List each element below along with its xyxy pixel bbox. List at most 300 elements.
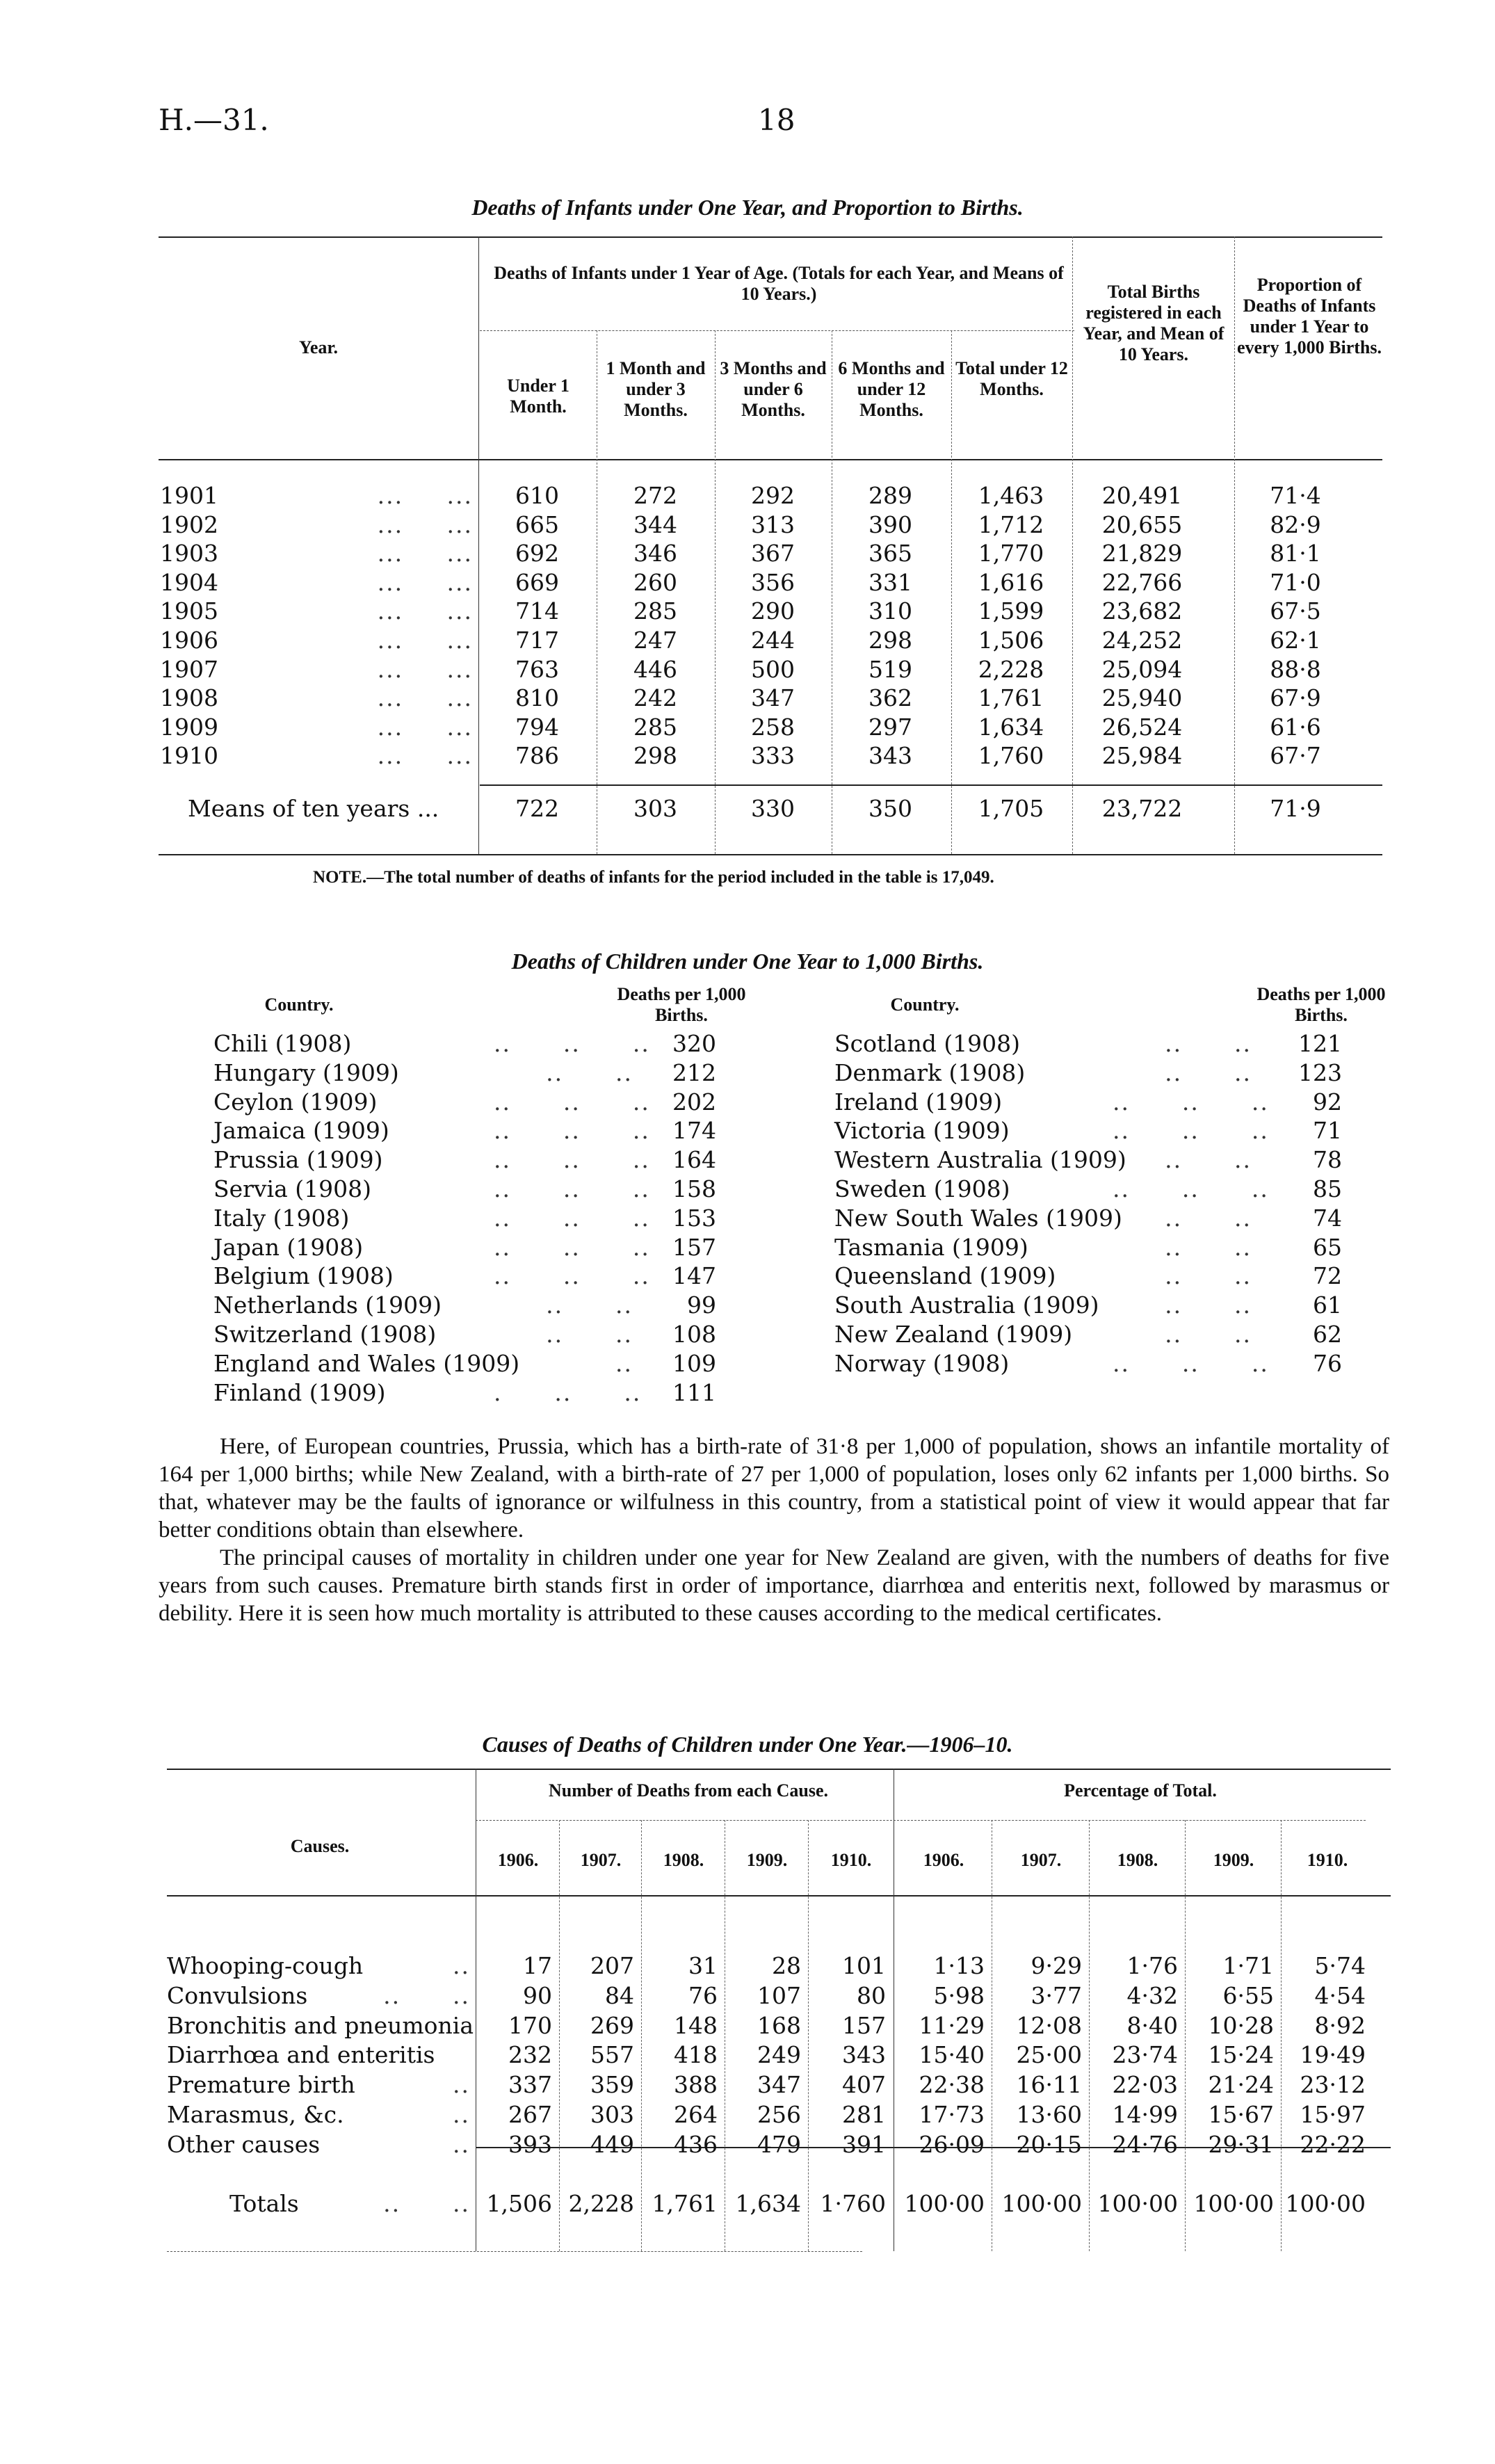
- value-cell: 258: [751, 713, 795, 741]
- deaths-count: 267: [508, 2101, 552, 2128]
- leader-dots: ... ...: [377, 510, 473, 538]
- value-cell: 285: [633, 713, 677, 741]
- value-cell: 272: [633, 482, 677, 509]
- percentage: 22·22: [1300, 2130, 1366, 2158]
- country-name: New Zealand (1909): [834, 1321, 1073, 1348]
- percentage: 23·12: [1300, 2071, 1366, 2099]
- country-name: England and Wales (1909): [213, 1349, 520, 1377]
- mean-value-cell: 23,722: [1101, 795, 1183, 822]
- deaths-count: 347: [757, 2071, 801, 2099]
- value-cell: 1,712: [978, 510, 1044, 538]
- value-cell: 343: [868, 742, 912, 770]
- cause-label: Totals: [229, 2190, 299, 2217]
- value-cell: 61·6: [1270, 713, 1321, 741]
- col-header-year: Year.: [298, 337, 339, 357]
- cause-label: Other causes: [167, 2130, 321, 2158]
- leader-dots: ... ...: [377, 540, 473, 567]
- leader-dots: .. .. ..: [1113, 1088, 1269, 1116]
- country-name: Tasmania (1909): [834, 1233, 1028, 1261]
- country-name: Finland (1909): [213, 1378, 386, 1406]
- country-name: Ceylon (1909): [213, 1088, 378, 1116]
- percentage: 15·97: [1300, 2101, 1366, 2128]
- infant-table-title: Deaths of Infants under One Year, and Proportion to Births.: [471, 195, 1024, 220]
- col-header-deaths-right: Deaths per 1,000 Births.: [1256, 984, 1386, 1025]
- year-cell: 1910: [160, 742, 218, 770]
- deaths-count: 436: [674, 2130, 718, 2158]
- year-cell: 1904: [160, 568, 218, 596]
- value-cell: 347: [751, 684, 795, 712]
- deaths-count: 170: [508, 2011, 552, 2039]
- country-name: Denmark (1908): [834, 1058, 1026, 1086]
- leader-dots: ... ...: [377, 713, 473, 741]
- value-cell: 1,760: [978, 742, 1044, 770]
- year-cell: 1903: [160, 540, 218, 567]
- col-header-year-percent: 1906.: [923, 1850, 964, 1870]
- percentage: 19·49: [1300, 2041, 1366, 2069]
- table-rule: [480, 784, 1382, 786]
- col-header-births: Total Births registered in each Year, and Mean of 10 Years.: [1083, 282, 1225, 364]
- leader-dots: ... ...: [377, 655, 473, 683]
- percentage: 10·28: [1208, 2011, 1274, 2039]
- value-cell: 714: [515, 597, 559, 625]
- value-cell: 1,761: [978, 684, 1044, 712]
- deaths-value: 72: [1313, 1262, 1342, 1290]
- deaths-count: 418: [674, 2041, 718, 2069]
- value-cell: 71·0: [1270, 568, 1321, 596]
- deaths-count: 256: [757, 2101, 801, 2128]
- value-cell: 244: [751, 627, 795, 654]
- leader-dots: .. ..: [546, 1321, 633, 1348]
- percentage: 25·00: [1016, 2041, 1082, 2069]
- deaths-count: 391: [842, 2130, 886, 2158]
- country-name: Japan (1908): [213, 1233, 364, 1261]
- table-rule: [159, 854, 1382, 855]
- leader-dots: .. ..: [546, 1291, 633, 1319]
- value-cell: 20,655: [1101, 510, 1183, 538]
- value-cell: 1,506: [978, 627, 1044, 654]
- value-cell: 310: [868, 597, 912, 625]
- column-divider: [478, 236, 479, 854]
- percentage: 3·77: [1031, 1981, 1082, 2009]
- leader-dots: ..: [453, 2101, 470, 2128]
- leader-dots: .. ..: [1165, 1146, 1252, 1174]
- paragraph: The principal causes of mortality in children under one year for New Zealand are given, with the numbers of deaths for five years from such causes. Premature birth stands first in order of importance, diarrhœa and enteritis next, followed by marasmus or debility. Here it is seen how much mortality is attributed to these causes according to the medical certificates.: [159, 1545, 1389, 1626]
- country-name: Italy (1908): [213, 1204, 350, 1232]
- leader-dots: .. .. ..: [494, 1175, 650, 1202]
- leader-dots: .. ..: [1165, 1262, 1252, 1290]
- country-name: Queensland (1909): [834, 1262, 1056, 1290]
- mean-value-cell: 71·9: [1270, 795, 1321, 822]
- deaths-count: 337: [508, 2071, 552, 2099]
- percentage: 15·24: [1208, 2041, 1274, 2069]
- mean-value-cell: 722: [515, 795, 559, 822]
- value-cell: 242: [633, 684, 677, 712]
- deaths-value: 158: [672, 1175, 716, 1202]
- deaths-count: 107: [757, 1981, 801, 2009]
- deaths-count: 303: [590, 2101, 634, 2128]
- column-divider: [1281, 1820, 1282, 2251]
- deaths-value: 78: [1313, 1146, 1342, 1174]
- leader-dots: .. .. ..: [494, 1117, 650, 1145]
- country-name: Prussia (1909): [213, 1146, 383, 1174]
- deaths-count: 101: [842, 1952, 886, 1979]
- col-header-year: 1907.: [580, 1850, 622, 1870]
- percentage: 11·29: [919, 2011, 985, 2039]
- deaths-value: 147: [672, 1262, 716, 1290]
- deaths-value: 123: [1298, 1058, 1342, 1086]
- deaths-value: 320: [672, 1030, 716, 1057]
- percentage: 22·03: [1112, 2071, 1178, 2099]
- year-cell: 1909: [160, 713, 218, 741]
- deaths-value: 157: [672, 1233, 716, 1261]
- deaths-count: 407: [842, 2071, 886, 2099]
- value-cell: 82·9: [1270, 510, 1321, 538]
- col-header-deaths-left: Deaths per 1,000 Births.: [617, 984, 746, 1025]
- value-cell: 665: [515, 510, 559, 538]
- column-divider: [808, 1820, 809, 2251]
- column-divider: [559, 1820, 560, 2251]
- deaths-value: 202: [672, 1088, 716, 1116]
- leader-dots: ..: [615, 1349, 633, 1377]
- deaths-count: 1,506: [486, 2190, 552, 2217]
- value-cell: 297: [868, 713, 912, 741]
- percentage: 100·00: [1285, 2190, 1366, 2217]
- percentage: 4·54: [1314, 1981, 1366, 2009]
- percentage: 22·38: [919, 2071, 985, 2099]
- body-text: [159, 1433, 1389, 1627]
- country-name: Switzerland (1908): [213, 1321, 437, 1348]
- col-header-year-percent: 1908.: [1117, 1850, 1158, 1870]
- deaths-value: 99: [687, 1291, 716, 1319]
- country-name: Western Australia (1909): [834, 1146, 1126, 1174]
- page-number: 18: [758, 103, 795, 137]
- table-rule: [476, 1820, 1366, 1821]
- percentage: 15·40: [919, 2041, 985, 2069]
- leader-dots: .. .. ..: [494, 1146, 650, 1174]
- leader-dots: .. ..: [1165, 1204, 1252, 1232]
- percentage: 8·92: [1314, 2011, 1366, 2039]
- deaths-value: 111: [672, 1378, 716, 1406]
- value-cell: 331: [868, 568, 912, 596]
- deaths-count: 17: [523, 1952, 552, 1979]
- percentage: 21·24: [1208, 2071, 1274, 2099]
- deaths-value: 62: [1313, 1321, 1342, 1348]
- value-cell: 88·8: [1270, 655, 1321, 683]
- year-cell: 1905: [160, 597, 218, 625]
- value-cell: 62·1: [1270, 627, 1321, 654]
- value-cell: 1,599: [978, 597, 1044, 625]
- column-divider: [1185, 1820, 1186, 2251]
- column-divider: [951, 330, 952, 854]
- value-cell: 692: [515, 540, 559, 567]
- cause-label: Diarrhœa and enteritis: [167, 2041, 435, 2069]
- column-divider: [1234, 236, 1235, 854]
- leader-dots: .. ..: [383, 1981, 470, 2009]
- table-rule: [159, 459, 1382, 460]
- value-cell: 717: [515, 627, 559, 654]
- col-header-year-percent: 1909.: [1213, 1850, 1254, 1870]
- percentage: 5·98: [933, 1981, 985, 2009]
- col-header-year-percent: 1907.: [1020, 1850, 1062, 1870]
- deaths-value: 71: [1313, 1117, 1342, 1145]
- table-rule: [167, 2251, 862, 2252]
- leader-dots: .. .. ..: [1113, 1117, 1269, 1145]
- leader-dots: ... ...: [377, 597, 473, 625]
- country-name: Hungary (1909): [213, 1058, 399, 1086]
- value-cell: 794: [515, 713, 559, 741]
- means-label: Means of ten years ...: [188, 795, 439, 822]
- leader-dots: ..: [453, 2130, 470, 2158]
- col-group-number: Number of Deaths from each Cause.: [549, 1780, 828, 1801]
- value-cell: 292: [751, 482, 795, 509]
- value-cell: 298: [868, 627, 912, 654]
- value-cell: 333: [751, 742, 795, 770]
- value-cell: 2,228: [978, 655, 1044, 683]
- percentage: 24·76: [1112, 2130, 1178, 2158]
- value-cell: 669: [515, 568, 559, 596]
- country-name: Sweden (1908): [834, 1175, 1010, 1202]
- col-header-year: 1909.: [746, 1850, 788, 1870]
- percentage: 15·67: [1208, 2101, 1274, 2128]
- country-name: Norway (1908): [834, 1349, 1010, 1377]
- mean-value-cell: 303: [633, 795, 677, 822]
- deaths-count: 269: [590, 2011, 634, 2039]
- year-cell: 1908: [160, 684, 218, 712]
- leader-dots: .. .. ..: [494, 1204, 650, 1232]
- deaths-count: 1,761: [652, 2190, 718, 2217]
- country-name: Scotland (1908): [834, 1030, 1021, 1057]
- deaths-value: 85: [1313, 1175, 1342, 1202]
- column-divider: [715, 330, 716, 854]
- percentage: 100·00: [904, 2190, 985, 2217]
- leader-dots: ..: [453, 1952, 470, 1979]
- country-name: Victoria (1909): [834, 1117, 1010, 1145]
- deaths-count: 80: [857, 1981, 886, 2009]
- leader-dots: ... ...: [377, 482, 473, 509]
- deaths-count: 359: [590, 2071, 634, 2099]
- col-header-year-percent: 1910.: [1307, 1850, 1348, 1870]
- deaths-count: 557: [590, 2041, 634, 2069]
- deaths-count: 449: [590, 2130, 634, 2158]
- country-name: Netherlands (1909): [213, 1291, 442, 1319]
- leader-dots: .. ..: [1165, 1321, 1252, 1348]
- value-cell: 22,766: [1101, 568, 1183, 596]
- deaths-count: 1·760: [820, 2190, 886, 2217]
- deaths-count: 84: [605, 1981, 634, 2009]
- mean-value-cell: 350: [868, 795, 912, 822]
- cause-label: Marasmus, &c.: [167, 2101, 344, 2128]
- document-reference: H.—31.: [159, 103, 269, 137]
- percentage: 17·73: [919, 2101, 985, 2128]
- country-name: Servia (1908): [213, 1175, 372, 1202]
- leader-dots: ... ...: [377, 627, 473, 654]
- value-cell: 1,634: [978, 713, 1044, 741]
- deaths-value: 65: [1313, 1233, 1342, 1261]
- percentage: 1·76: [1126, 1952, 1178, 1979]
- value-cell: 25,094: [1101, 655, 1183, 683]
- col-header-proportion: Proportion of Deaths of Infants under 1 Year to every 1,000 Births.: [1237, 275, 1382, 357]
- paragraph: Here, of European countries, Prussia, which has a birth-rate of 31·8 per 1,000 of population, shows an infantile mortality of 164 per 1,000 births; while New Zealand, with a birth-rate of 27 per 1,000 of population, loses only 62 infants per 1,000 births. So that, whatever may be the faults of ignorance or wilfulness in this country, from a statistical point of view it would appear that far better conditions obtain than elsewhere.: [159, 1434, 1389, 1543]
- leader-dots: .. .. ..: [494, 1262, 650, 1290]
- country-name: South Australia (1909): [834, 1291, 1099, 1319]
- table-rule: [167, 1895, 1391, 1897]
- percentage: 9·29: [1031, 1952, 1082, 1979]
- percentage: 100·00: [1097, 2190, 1178, 2217]
- country-name: New South Wales (1909): [834, 1204, 1122, 1232]
- value-cell: 356: [751, 568, 795, 596]
- deaths-count: 1,634: [735, 2190, 801, 2217]
- deaths-count: 232: [508, 2041, 552, 2069]
- value-cell: 26,524: [1101, 713, 1183, 741]
- country-name: Ireland (1909): [834, 1088, 1003, 1116]
- value-cell: 298: [633, 742, 677, 770]
- country-name: Belgium (1908): [213, 1262, 394, 1290]
- value-cell: 519: [868, 655, 912, 683]
- percentage: 1·13: [933, 1952, 985, 1979]
- leader-dots: ... ...: [377, 684, 473, 712]
- value-cell: 810: [515, 684, 559, 712]
- col-header-total: Total under 12 Months.: [955, 358, 1068, 399]
- percentage: 26·09: [919, 2130, 985, 2158]
- col-group-deaths: Deaths of Infants under 1 Year of Age. (Totals for each Year, and Means of 10 Years.): [494, 263, 1064, 304]
- value-cell: 289: [868, 482, 912, 509]
- percentage: 16·11: [1016, 2071, 1082, 2099]
- value-cell: 247: [633, 627, 677, 654]
- value-cell: 67·9: [1270, 684, 1321, 712]
- deaths-count: 249: [757, 2041, 801, 2069]
- value-cell: 20,491: [1101, 482, 1183, 509]
- value-cell: 1,463: [978, 482, 1044, 509]
- value-cell: 365: [868, 540, 912, 567]
- mean-value-cell: 330: [751, 795, 795, 822]
- leader-dots: .. ..: [1165, 1233, 1252, 1261]
- mean-value-cell: 1,705: [978, 795, 1044, 822]
- value-cell: 344: [633, 510, 677, 538]
- value-cell: 446: [633, 655, 677, 683]
- leader-dots: ..: [453, 2071, 470, 2099]
- year-cell: 1901: [160, 482, 218, 509]
- value-cell: 367: [751, 540, 795, 567]
- col-header-year: 1908.: [663, 1850, 704, 1870]
- deaths-count: 393: [508, 2130, 552, 2158]
- leader-dots: .. ..: [1165, 1291, 1252, 1319]
- col-group-percent: Percentage of Total.: [1064, 1780, 1217, 1801]
- cause-label: Bronchitis and pneumonia: [167, 2011, 474, 2039]
- col-header-6-12-months: 6 Months and under 12 Months.: [838, 358, 945, 420]
- value-cell: 23,682: [1101, 597, 1183, 625]
- leader-dots: .. ..: [383, 2190, 470, 2217]
- percentage: 20·15: [1016, 2130, 1082, 2158]
- leader-dots: .. ..: [1165, 1058, 1252, 1086]
- value-cell: 313: [751, 510, 795, 538]
- year-cell: 1907: [160, 655, 218, 683]
- deaths-count: 76: [688, 1981, 718, 2009]
- country-name: Jamaica (1909): [213, 1117, 389, 1145]
- percentage: 13·60: [1016, 2101, 1082, 2128]
- leader-dots: .. .. ..: [1113, 1349, 1269, 1377]
- deaths-value: 108: [672, 1321, 716, 1348]
- deaths-value: 92: [1313, 1088, 1342, 1116]
- year-cell: 1906: [160, 627, 218, 654]
- country-table-title: Deaths of Children under One Year to 1,000 Births.: [511, 949, 984, 974]
- value-cell: 390: [868, 510, 912, 538]
- col-header-causes: Causes.: [290, 1836, 350, 1856]
- leader-dots: ... ...: [377, 742, 473, 770]
- leader-dots: . .. ..: [494, 1378, 642, 1406]
- col-header-year: 1910.: [830, 1850, 872, 1870]
- deaths-count: 388: [674, 2071, 718, 2099]
- percentage: 1·71: [1222, 1952, 1274, 1979]
- percentage: 4·32: [1126, 1981, 1178, 2009]
- leader-dots: ... ...: [377, 568, 473, 596]
- deaths-count: 90: [523, 1981, 552, 2009]
- col-header-country-left: Country.: [264, 995, 334, 1015]
- value-cell: 362: [868, 684, 912, 712]
- leader-dots: .. .. ..: [494, 1088, 650, 1116]
- col-header-1-3-months: 1 Month and under 3 Months.: [606, 358, 706, 420]
- country-name: Chili (1908): [213, 1030, 352, 1057]
- deaths-value: 212: [672, 1058, 716, 1086]
- value-cell: 21,829: [1101, 540, 1183, 567]
- leader-dots: .. ..: [546, 1058, 633, 1086]
- value-cell: 610: [515, 482, 559, 509]
- value-cell: 1,770: [978, 540, 1044, 567]
- value-cell: 290: [751, 597, 795, 625]
- cause-label: Whooping-cough: [167, 1952, 364, 1979]
- deaths-value: 174: [672, 1117, 716, 1145]
- percentage: 8·40: [1126, 2011, 1178, 2039]
- value-cell: 71·4: [1270, 482, 1321, 509]
- value-cell: 24,252: [1101, 627, 1183, 654]
- percentage: 12·08: [1016, 2011, 1082, 2039]
- col-header-under-1-month: Under 1 Month.: [507, 376, 569, 417]
- value-cell: 67·7: [1270, 742, 1321, 770]
- deaths-value: 76: [1313, 1349, 1342, 1377]
- leader-dots: .. .. ..: [494, 1233, 650, 1261]
- cause-label: Convulsions: [167, 1981, 308, 2009]
- percentage: 14·99: [1112, 2101, 1178, 2128]
- table-rule: [480, 330, 1074, 331]
- percentage: 100·00: [1001, 2190, 1082, 2217]
- causes-table-title: Causes of Deaths of Children under One Year.—1906–10.: [482, 1732, 1013, 1757]
- value-cell: 25,940: [1101, 684, 1183, 712]
- value-cell: 285: [633, 597, 677, 625]
- percentage: 23·74: [1112, 2041, 1178, 2069]
- deaths-value: 61: [1313, 1291, 1342, 1319]
- leader-dots: .. .. ..: [1113, 1175, 1269, 1202]
- deaths-value: 109: [672, 1349, 716, 1377]
- table-rule: [167, 1769, 1391, 1770]
- value-cell: 763: [515, 655, 559, 683]
- deaths-count: 281: [842, 2101, 886, 2128]
- deaths-count: 28: [772, 1952, 801, 1979]
- deaths-value: 74: [1313, 1204, 1342, 1232]
- table-note: NOTE.—The total number of deaths of infants for the period included in the table is 17,049.: [313, 868, 994, 887]
- cause-label: Premature birth: [167, 2071, 355, 2099]
- deaths-value: 164: [672, 1146, 716, 1174]
- table-rule: [159, 236, 1382, 238]
- leader-dots: .. ..: [1165, 1030, 1252, 1057]
- value-cell: 260: [633, 568, 677, 596]
- leader-dots: .. .. ..: [494, 1030, 650, 1057]
- deaths-count: 157: [842, 2011, 886, 2039]
- deaths-count: 343: [842, 2041, 886, 2069]
- percentage: 100·00: [1193, 2190, 1274, 2217]
- column-divider: [1089, 1820, 1090, 2251]
- deaths-value: 121: [1298, 1030, 1342, 1057]
- percentage: 5·74: [1314, 1952, 1366, 1979]
- deaths-count: 2,228: [568, 2190, 634, 2217]
